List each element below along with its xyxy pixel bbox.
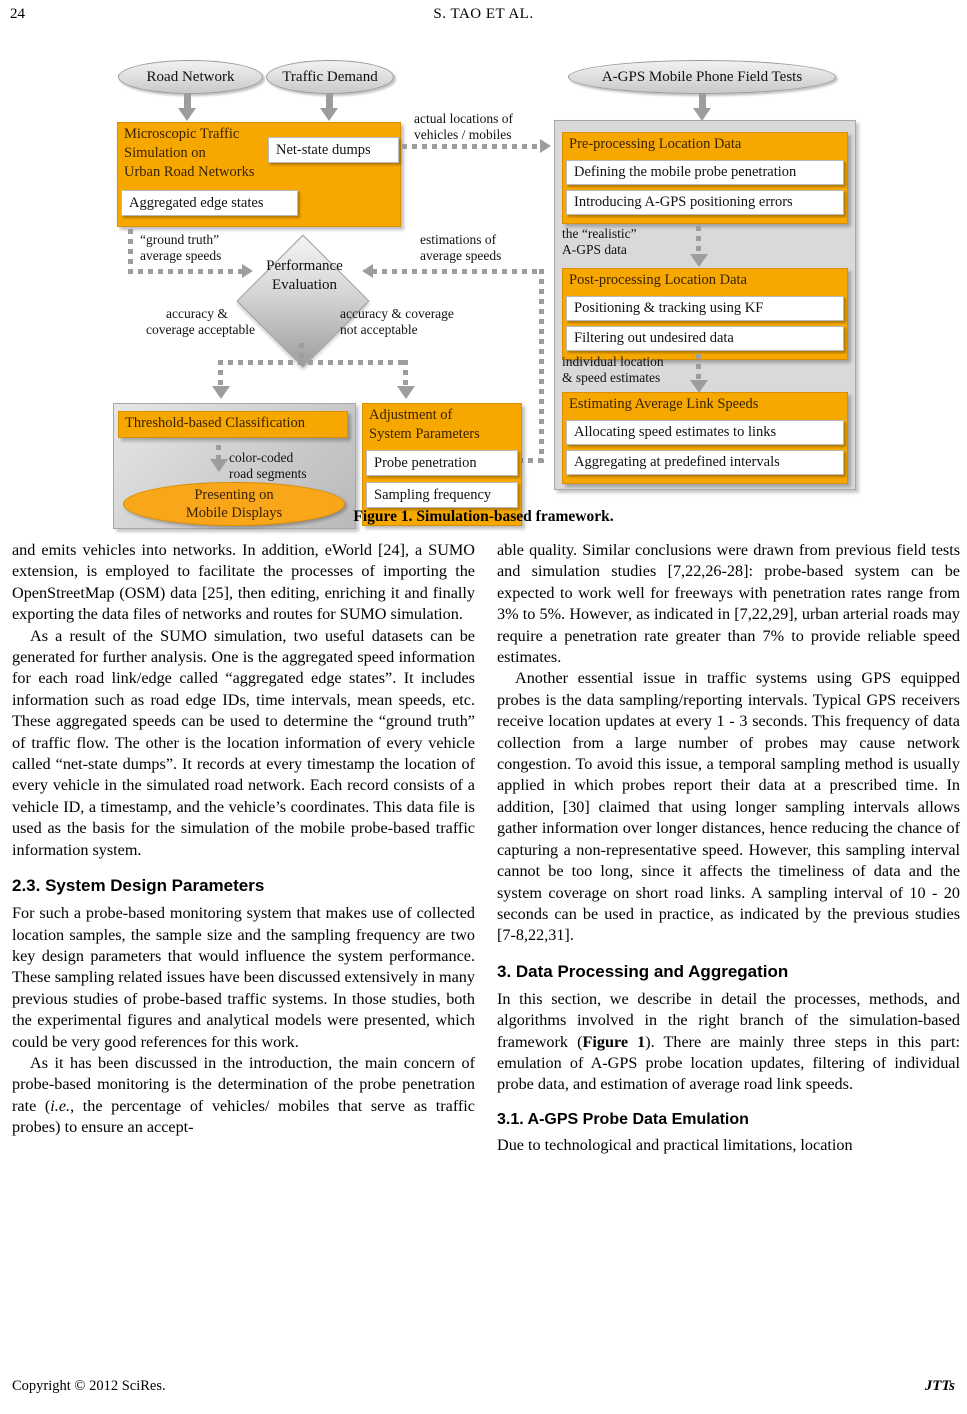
label-color-coded-line2: road segments	[229, 466, 307, 481]
connector-branch-right-vertical	[403, 360, 408, 388]
paragraph-right-3	[497, 989, 960, 1096]
performance-evaluation-line2: Evaluation	[272, 277, 337, 293]
page-footer	[0, 1378, 967, 1402]
arrow-classification-to-presenting	[210, 459, 228, 472]
label-ground-truth-line2: average speeds	[140, 248, 222, 263]
item-defining-probe-penetration: Defining the mobile probe penetration	[566, 160, 844, 185]
paragraph-left-2: As a result of the SUMO simulation, two useful datasets can be generated for further analysis. One is the aggregated speed information for each road link/edge called “aggregated edge states”. It includes information such as road edge IDs, time intervals, mean speeds, etc. These aggregated speeds can be used to determine the “ground truth” of traffic flow. The other is the location information of every vehicle called “net-state dumps”. It records at every timestamp the location of every vehicle in the simulated road network. Each record consists of a vehicle ID, a timestamp, and the vehicle’s coordinates. This data file is used as the basis for the simulation of the mobile probe-based traffic information system.	[12, 626, 475, 859]
label-individual-line2: & speed estimates	[562, 370, 661, 385]
connector-estimations-horizontal	[372, 269, 544, 274]
arrow-netstate-to-preprocessing	[540, 139, 551, 153]
running-head-authors: S. TAO ET AL.	[433, 6, 534, 22]
item-aggregating-intervals: Aggregating at predefined intervals	[566, 450, 844, 475]
arrow-estimations-to-evaluation	[362, 264, 373, 278]
paragraph-right-4: Due to technological and practical limitations, location	[497, 1135, 853, 1154]
item-net-state-dumps: Net-state dumps	[268, 137, 399, 163]
microscopic-simulation-line1: Microscopic Traffic	[124, 126, 240, 142]
connector-evaluation-split	[218, 360, 408, 365]
performance-evaluation-line1: Performance	[266, 258, 343, 274]
label-not-acceptable-line2: not acceptable	[340, 322, 418, 337]
connector-postprocessing-to-estimating	[696, 354, 701, 382]
microscopic-simulation-line3: Urban Road Networks	[124, 164, 255, 180]
heading-3: 3. Data Processing and Aggregation	[497, 961, 789, 981]
arrow-traffic-demand-down	[320, 108, 338, 121]
label-estimations-line1: estimations of	[420, 232, 497, 247]
paragraph-left-4-italic: i.e.	[50, 1096, 71, 1115]
item-positioning-tracking-kf: Positioning & tracking using KF	[566, 296, 844, 321]
paragraph-right-1: able quality. Similar conclusions were drawn from previous field tests and simulation studies [7,22,26-28]: probe-based system can be expected to work well for freeways with penetration rates range from 3% to 5%. However, as indicated in [7,22,29], urban arterial roads may require a penetration rate greater than 7% to provide reliable speed estimates.	[497, 541, 960, 667]
paragraph-left-1: and emits vehicles into networks. In addition, eWorld [24], a SUMO extension, is employed to facilitate the processes of importing the OpenStreetMap (OSM) data [25], then editing, enriching it and finally exporting the data files of networks and routes for SUMO simulation.	[12, 541, 475, 624]
connector-preprocessing-to-postprocessing	[696, 226, 701, 256]
paragraph-left-3: For such a probe-based monitoring system that makes use of collected location samples, the sample size and the sampling frequency are two key design parameters that would influence the system performance. These sampling related issues have been discussed extensively in many previous studies of probe-based traffic systems. In those studies, both the experimental figures and analytical models were presented, which could be very good references for this work.	[12, 904, 475, 1051]
heading-2-3: 2.3. System Design Parameters	[12, 876, 265, 896]
presenting-line2: Mobile Displays	[185, 505, 283, 521]
presenting-line1: Presenting on	[194, 487, 274, 503]
label-realistic-line2: A-GPS data	[562, 242, 627, 257]
connector-groundtruth-horizontal	[128, 269, 244, 274]
connector-netstate-to-preprocessing	[402, 144, 542, 149]
item-filtering-undesired-data: Filtering out undesired data	[566, 326, 844, 351]
node-traffic-demand: Traffic Demand	[266, 60, 394, 94]
running-head	[0, 6, 967, 30]
connector-branch-left-vertical	[218, 360, 223, 388]
node-road-network: Road Network	[118, 60, 263, 94]
arrow-road-network-down	[178, 108, 196, 121]
item-aggregated-edge-states: Aggregated edge states	[121, 190, 298, 216]
adjustment-line2: System Parameters	[369, 426, 480, 442]
preprocessing-title: Pre-processing Location Data	[569, 136, 742, 152]
paragraph-right-3-c: ). There are mainly three steps in this part: emulation of A-GPS probe location updates, filtering of individual probe data, and estimation of average road link speeds.	[497, 1032, 960, 1094]
label-realistic-line1: the “realistic”	[562, 226, 637, 241]
arrow-to-adjustment	[397, 386, 415, 399]
item-sampling-frequency: Sampling frequency	[366, 482, 518, 508]
label-actual-locations-line2: vehicles / mobiles	[414, 127, 512, 142]
label-color-coded-line1: color-coded	[229, 450, 294, 465]
paragraph-left-4-a: As it has been discussed in the introduction, the main concern of probe-based monitoring is the determination of the probe penetration rate (	[12, 1053, 475, 1115]
label-estimations-line2: average speeds	[420, 248, 502, 263]
paragraph-left-4	[12, 1053, 475, 1139]
paragraph-left-4-b: , the percentage of vehicles/ mobiles that serve as traffic probes) to ensure an accept-	[12, 1096, 475, 1137]
paragraph-right-3-a: In this section, we describe in detail the processes, methods, and algorithms involved in the right branch of the simulation-based framework (	[497, 989, 960, 1051]
microscopic-simulation-line2: Simulation on	[124, 145, 206, 161]
node-agps-field-tests: A-GPS Mobile Phone Field Tests	[568, 60, 836, 94]
label-acceptable-line2: coverage acceptable	[146, 322, 256, 337]
paragraph-right-2: Another essential issue in traffic systems using GPS equipped probes is the data sampling/reporting intervals. Typical GPS receivers receive location updates at every 1 - 3 seconds. This frequency of data collection from a large number of probes may cause network congestion. To avoid this issue, a temporal sampling method is usually applied in which probes report their data at a prescribed time. In addition, [30] claimed that using longer sampling intervals allows gather information over longer distances, hence reducing the chance of capturing a non-representative speed. However, this sampling interval cannot be too long, since it affects the timeliness of data and the system coverage on short road links. A sampling interval of 10 - 20 seconds can be used in practice, as indicated by the previous studies [7-8,22,31].	[497, 669, 960, 945]
adjustment-line1: Adjustment of	[369, 407, 453, 423]
page-number: 24	[10, 6, 25, 22]
postprocessing-title: Post-processing Location Data	[569, 272, 747, 288]
label-individual-line1: individual location	[562, 354, 664, 369]
label-not-acceptable-line1: accuracy & coverage	[340, 306, 454, 321]
arrow-groundtruth-to-evaluation	[242, 264, 253, 278]
threshold-classification-label: Threshold-based Classification	[125, 415, 305, 431]
arrow-to-threshold-classification	[212, 386, 230, 399]
item-introducing-positioning-errors: Introducing A-GPS positioning errors	[566, 190, 844, 215]
figure-caption: Figure 1. Simulation-based framework.	[353, 508, 614, 525]
connector-feedback-vertical-right	[539, 269, 544, 463]
connector-groundtruth-vertical	[128, 229, 133, 272]
body-left-column	[12, 540, 475, 1139]
copyright-text: Copyright © 2012 SciRes.	[12, 1378, 166, 1394]
item-probe-penetration: Probe penetration	[366, 450, 518, 476]
heading-3-1: 3.1. A-GPS Probe Data Emulation	[497, 1110, 749, 1128]
journal-abbreviation: JTTs	[924, 1378, 955, 1394]
item-allocating-speed-estimates: Allocating speed estimates to links	[566, 420, 844, 445]
label-acceptable-line1: accuracy &	[166, 306, 228, 321]
label-ground-truth-line1: “ground truth”	[140, 232, 220, 247]
body-right-column	[497, 540, 960, 1156]
label-actual-locations-line1: actual locations of	[414, 111, 513, 126]
figure-1-reference: Figure 1	[582, 1032, 646, 1051]
arrow-preprocessing-to-postprocessing	[690, 254, 708, 267]
estimating-title: Estimating Average Link Speeds	[569, 396, 759, 412]
